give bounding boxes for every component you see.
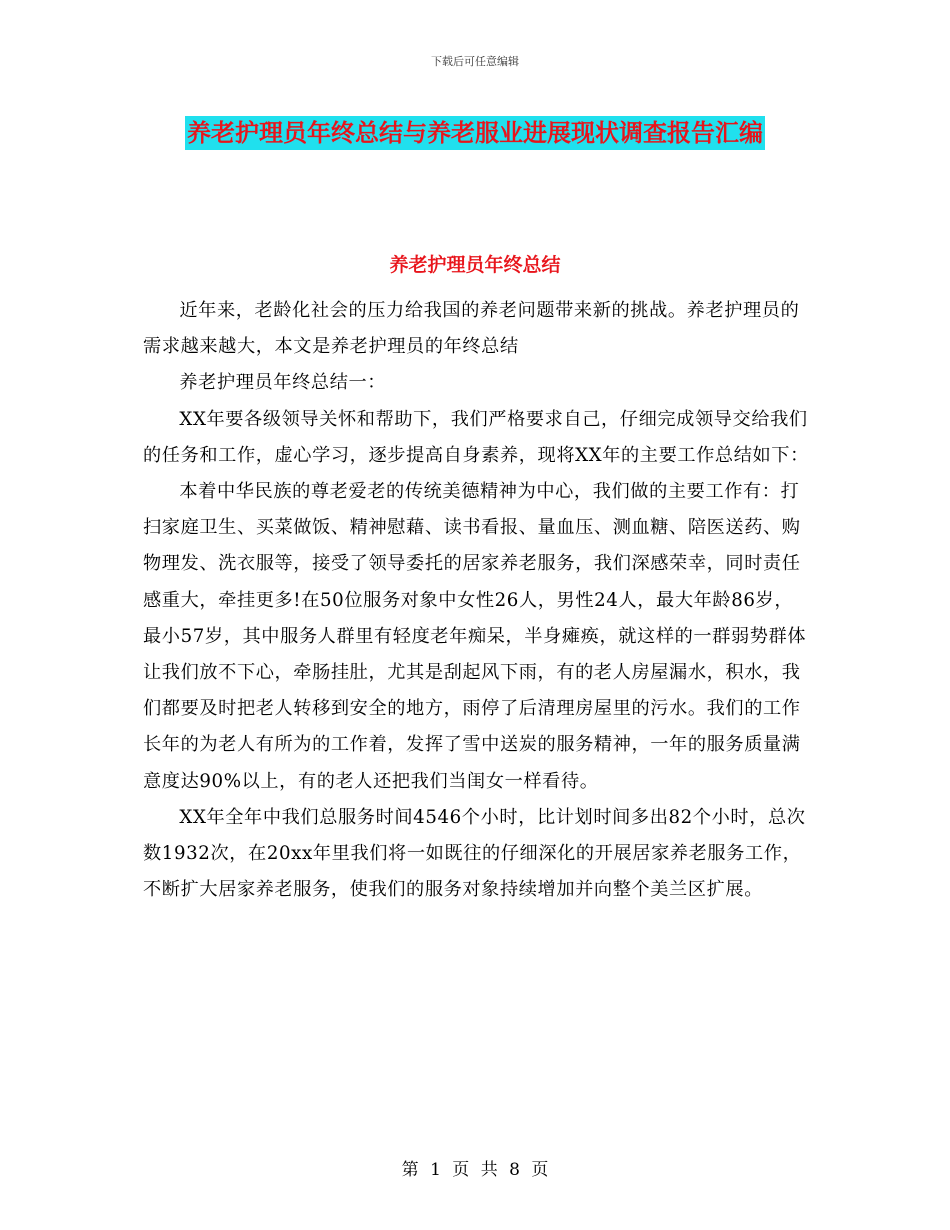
body-paragraph: XX年全年中我们总服务时间4546个小时，比计划时间多出82个小时，总次数1932次，在20xx年里我们将一如既往的仔细深化的开展居家养老服务工作，不断扩大居家养老服务，使我们的服务对象持续增加并向整个美兰区扩展。	[143, 806, 806, 901]
body-paragraph: 养老护理员年终总结一：	[179, 372, 387, 394]
body-paragraph: XX年要各级领导关怀和帮助下，我们严格要求自己，仔细完成领导交给我们的任务和工作，虚心学习，逐步提高自身素养，现将XX年的主要工作总结如下：	[143, 408, 809, 466]
body-paragraph: 本着中华民族的尊老爱老的传统美德精神为中心，我们做的主要工作有：打扫家庭卫生、买菜做饭、精神慰藉、读书看报、量血压、测血糖、陪医送药、购物理发、洗衣服等，接受了领导委托的居家养老服务，我们深感荣幸，同时责任感重大，牵挂更多!在50位服务对象中女性26人，男性24人，最大年龄86岁，最小57岁，其中服务人群里有轻度老年痴呆，半身瘫痪，就这样的一群弱势群体让我们放不下心，牵肠挂肚，尤其是刮起风下雨，有的老人房屋漏水，积水，我们都要及时把老人转移到安全的地方，雨停了后清理房屋里的污水。我们的工作长年的为老人有所为的工作着，发挥了雪中送炭的服务精神，一年的服务质量满意度达90%以上，有的老人还把我们当闺女一样看待。	[143, 481, 807, 792]
body-paragraph: 近年来，老龄化社会的压力给我国的养老问题带来新的挑战。养老护理员的需求越来越大，本文是养老护理员的年终总结	[143, 300, 800, 358]
document-body	[143, 293, 810, 908]
page-header-note: 下载后可任意编辑	[431, 55, 519, 68]
page-number-footer: 第 1 页 共 8 页	[401, 1160, 549, 1180]
section-title: 养老护理员年终总结	[389, 254, 561, 276]
document-title	[140, 110, 810, 156]
document-title-text: 养老护理员年终总结与养老服业进展现状调查报告汇编	[185, 116, 765, 150]
